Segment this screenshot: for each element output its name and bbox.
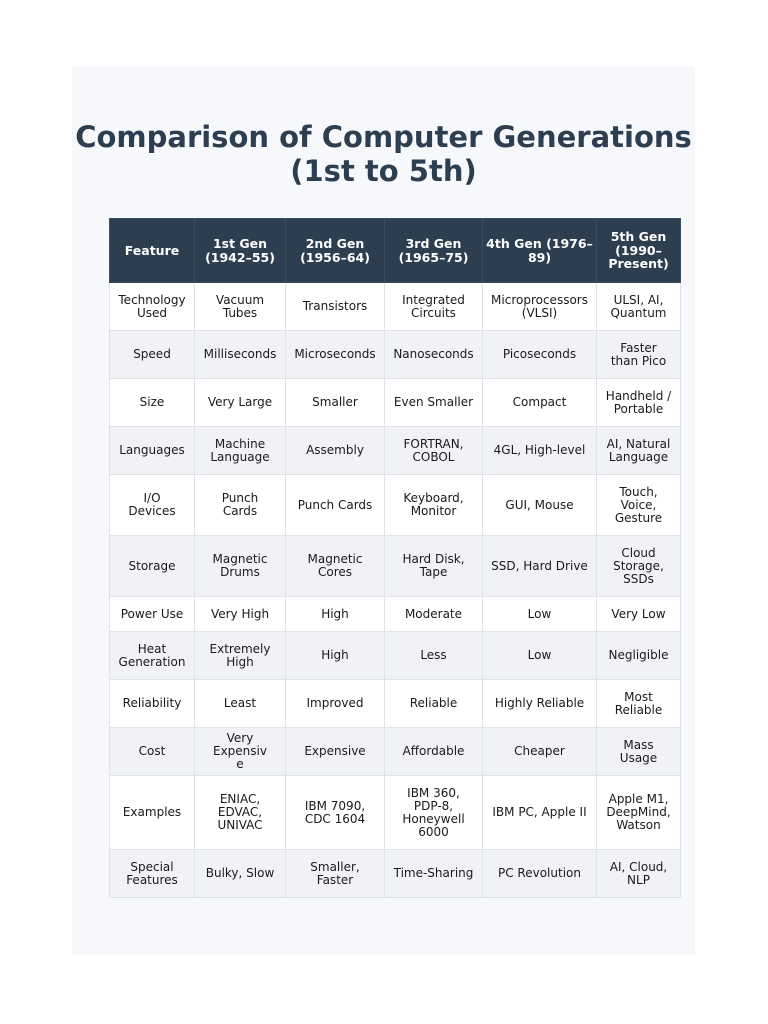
table-cell: AI, Natural Language [597,427,681,475]
table-cell: Languages [110,427,195,475]
table-cell: IBM PC, Apple II [483,776,597,850]
table-row [110,776,681,850]
table-cell: Assembly [286,427,385,475]
table-cell: Milliseconds [195,331,286,379]
table-cell: Punch Cards [195,475,286,536]
table-cell: Transistors [286,283,385,331]
table-cell: Microseconds [286,331,385,379]
table-cell: Reliability [110,680,195,728]
table-cell: Apple M1, DeepMind, Watson [597,776,681,850]
table-cell: Special Features [110,850,195,898]
header-cell: 4th Gen (1976–89) [483,219,597,283]
table-cell: Low [483,597,597,632]
table-cell: Cheaper [483,728,597,776]
table-cell: Time-Sharing [385,850,483,898]
table-row [110,536,681,597]
table-cell: High [286,597,385,632]
table-cell: Speed [110,331,195,379]
table-cell: Less [385,632,483,680]
table-cell: Machine Language [195,427,286,475]
table-header-row [110,219,681,283]
table-row [110,597,681,632]
table-cell: ULSI, AI, Quantum [597,283,681,331]
header-cell: Feature [110,219,195,283]
table-cell: Very High [195,597,286,632]
table-cell: Cloud Storage, SSDs [597,536,681,597]
table-cell: Very Low [597,597,681,632]
table-row [110,850,681,898]
table-cell: I/O Devices [110,475,195,536]
table-cell: Least [195,680,286,728]
table-cell: Size [110,379,195,427]
table-row [110,728,681,776]
table-cell: Negligible [597,632,681,680]
table-row [110,427,681,475]
table-cell: Reliable [385,680,483,728]
table-cell: Most Reliable [597,680,681,728]
table-cell: Power Use [110,597,195,632]
table-cell: Hard Disk, Tape [385,536,483,597]
table-cell: Low [483,632,597,680]
document-card [72,67,695,955]
table-cell: IBM 7090, CDC 1604 [286,776,385,850]
table-cell: Even Smaller [385,379,483,427]
table-row [110,283,681,331]
table-cell: Technology Used [110,283,195,331]
page-title: Comparison of Computer Generations (1st to 5th) [75,120,692,188]
table-cell: GUI, Mouse [483,475,597,536]
table-cell: Faster than Pico [597,331,681,379]
table-cell: High [286,632,385,680]
table-cell: PC Revolution [483,850,597,898]
table-row [110,331,681,379]
table-cell: Magnetic Cores [286,536,385,597]
table-row [110,680,681,728]
table-cell: Bulky, Slow [195,850,286,898]
table-cell: Smaller [286,379,385,427]
header-cell: 3rd Gen (1965–75) [385,219,483,283]
table-cell: Microprocessors (VLSI) [483,283,597,331]
table-cell: Smaller, Faster [286,850,385,898]
table-cell: Highly Reliable [483,680,597,728]
table-cell: Moderate [385,597,483,632]
header-cell: 5th Gen (1990–Present) [597,219,681,283]
table-cell: Expensive [286,728,385,776]
table-cell: Keyboard, Monitor [385,475,483,536]
table-cell: IBM 360, PDP-8, Honeywell 6000 [385,776,483,850]
table-cell: Heat Generation [110,632,195,680]
table-cell: Vacuum Tubes [195,283,286,331]
table-cell: Handheld / Portable [597,379,681,427]
table-cell: Improved [286,680,385,728]
comparison-table [109,218,681,898]
table-cell: Touch, Voice, Gesture [597,475,681,536]
table-cell: Examples [110,776,195,850]
table-cell: Nanoseconds [385,331,483,379]
header-cell: 2nd Gen (1956–64) [286,219,385,283]
table-cell: Integrated Circuits [385,283,483,331]
table-cell: Punch Cards [286,475,385,536]
table-cell: Very Large [195,379,286,427]
table-cell: 4GL, High-level [483,427,597,475]
table-cell: Picoseconds [483,331,597,379]
header-cell: 1st Gen (1942–55) [195,219,286,283]
table-cell: Cost [110,728,195,776]
table-cell: FORTRAN, COBOL [385,427,483,475]
table-cell: Storage [110,536,195,597]
table-row [110,632,681,680]
table-cell: Extremely High [195,632,286,680]
table-cell: Affordable [385,728,483,776]
table-cell: AI, Cloud, NLP [597,850,681,898]
table-cell: Very Expensive [195,728,286,776]
table-cell: Magnetic Drums [195,536,286,597]
table-row [110,475,681,536]
table-cell: Mass Usage [597,728,681,776]
table-cell: ENIAC, EDVAC, UNIVAC [195,776,286,850]
table-cell: SSD, Hard Drive [483,536,597,597]
table-cell: Compact [483,379,597,427]
table-row [110,379,681,427]
